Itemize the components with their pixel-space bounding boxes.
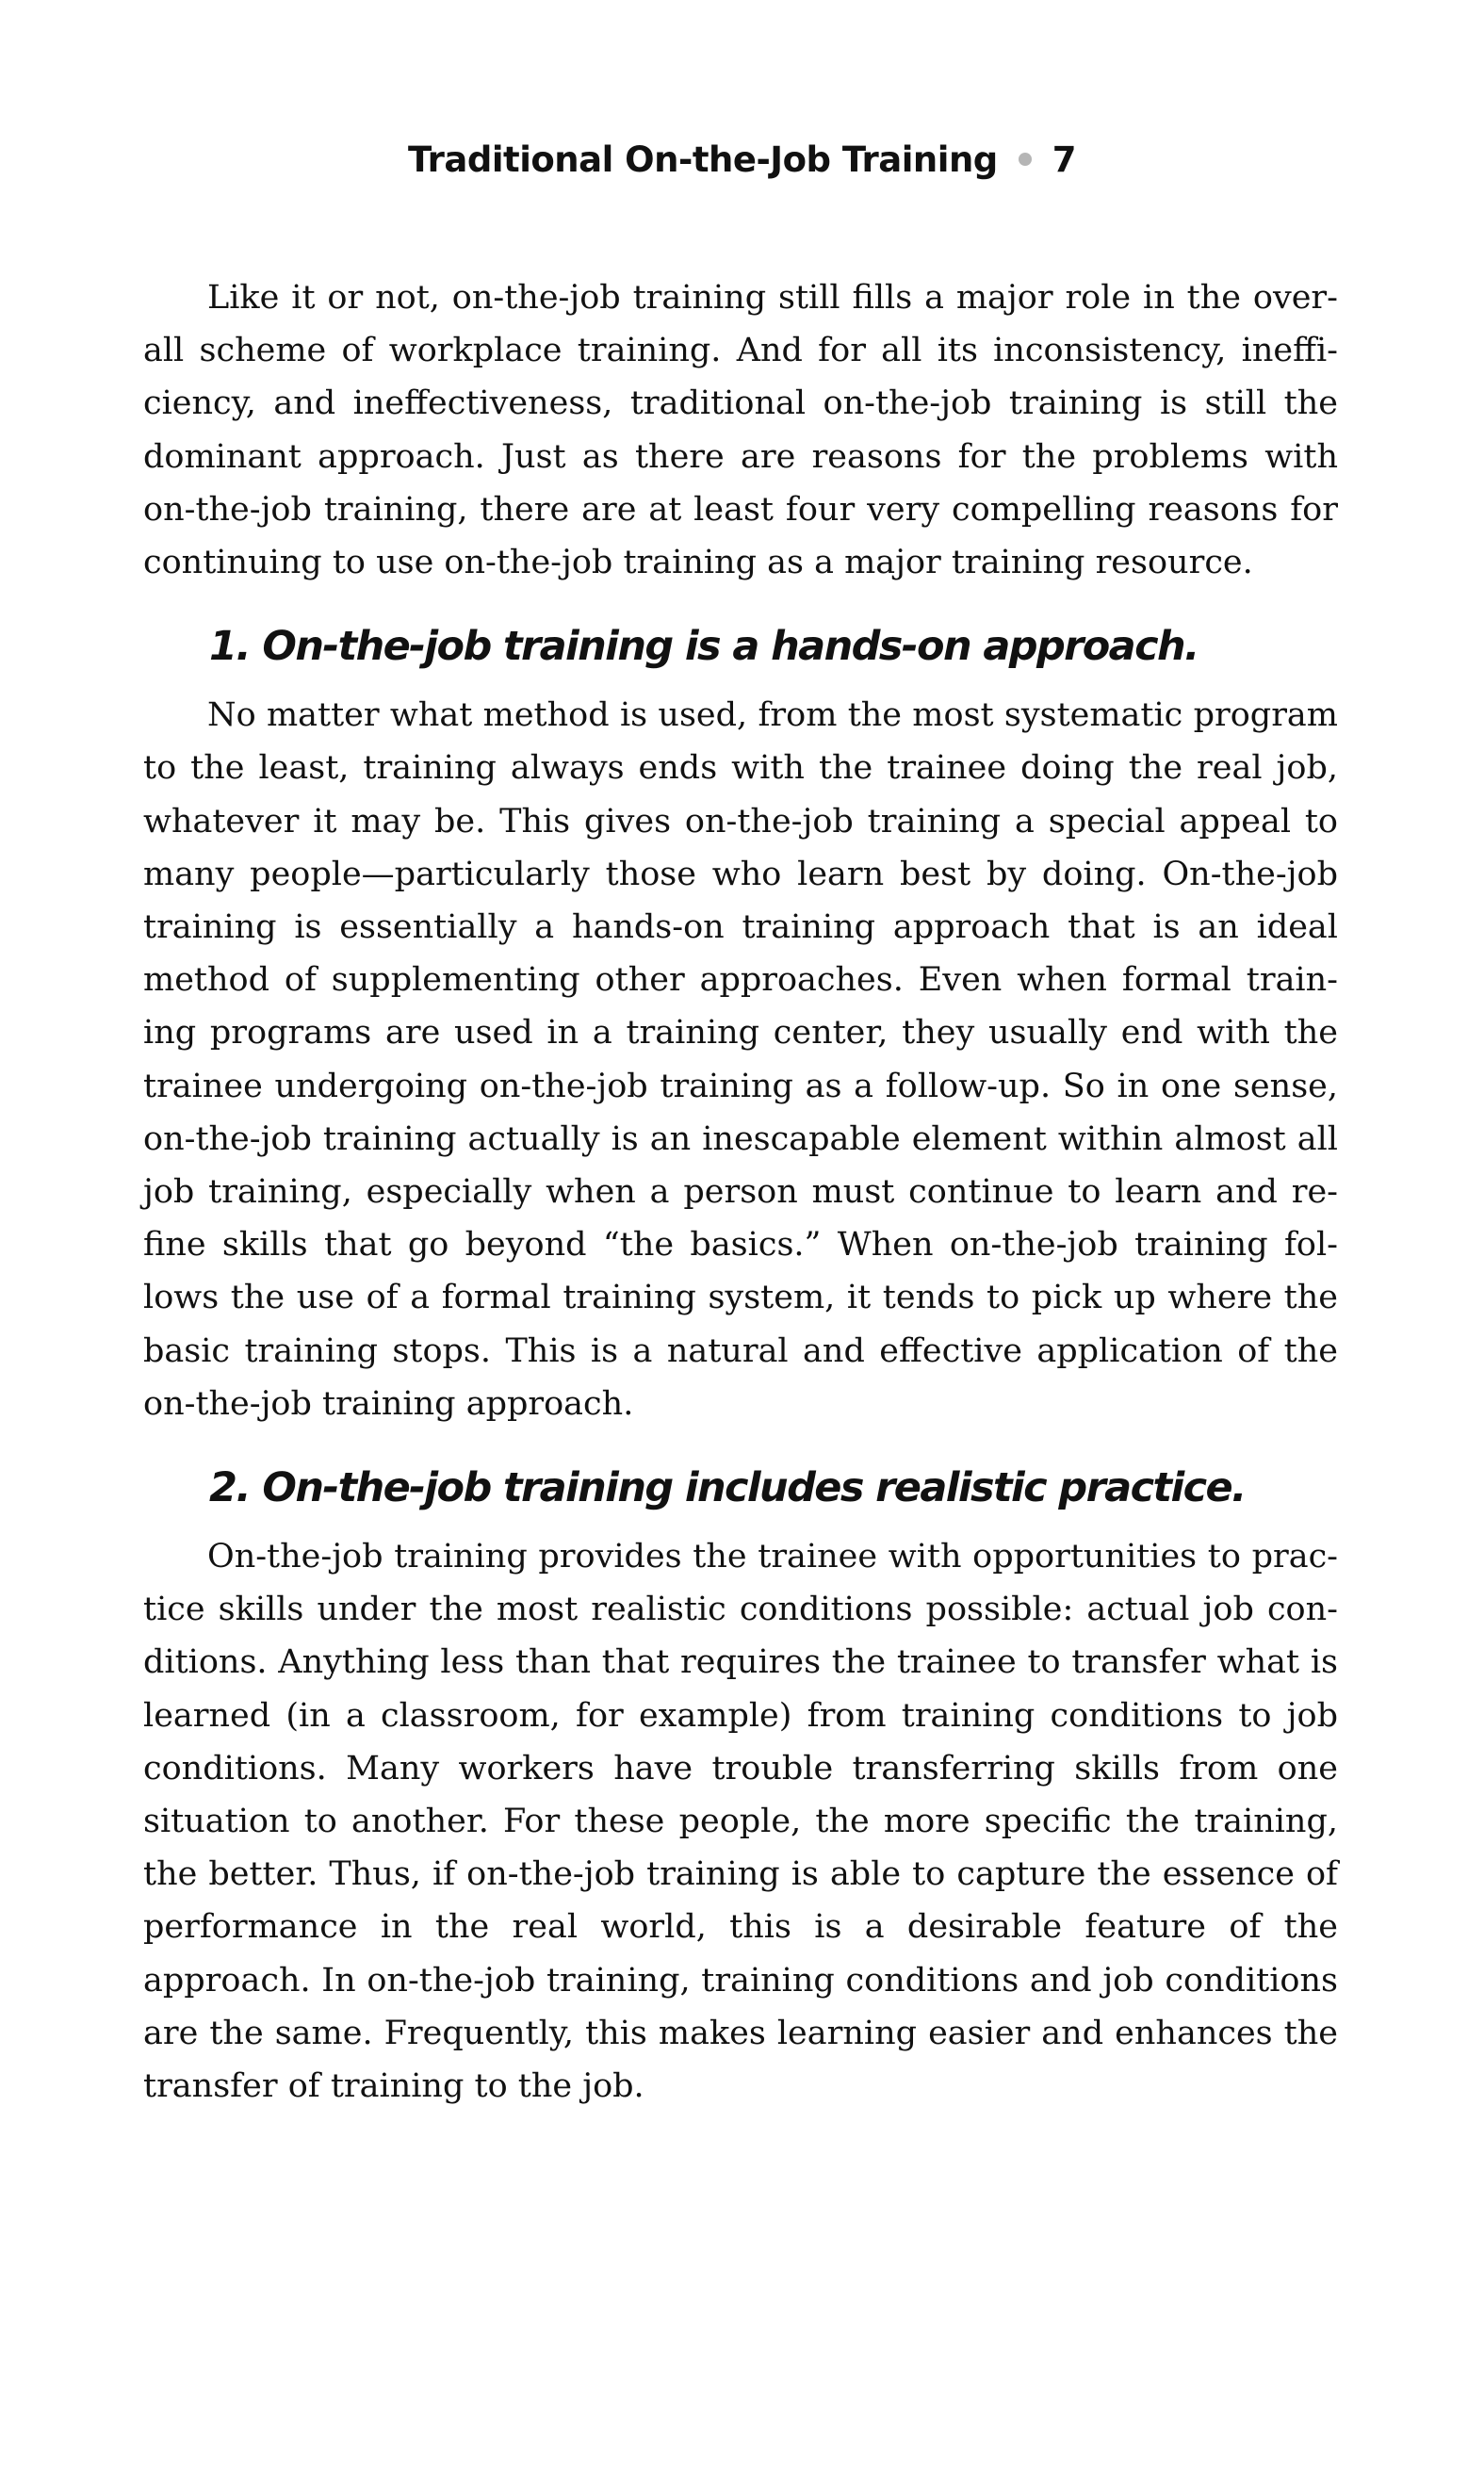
section-paragraph-1: No matter what method is used, from the most systematic program to the least, training always ends with the trainee doing the real job, whatever it may be. This gives on-the-job training a special appeal to many people—particularly those who learn best by doing. On-the-job training is essentially a hands-on training approach that is an ideal method of supplementing other approaches. Even when formal training programs are used in a training center, they usually end with the trainee undergoing on-the-job training as a follow-up. So in one sense, on-the-job training actually is an inescapable element within almost all job training, especially when a person must continue to learn and refine skills that go beyond “the basics.” When on-the-job training follows the use of a formal training system, it tends to pick up where the basic training stops. This is a natural and effective application of the on-the-job training approach.: [143, 696, 1338, 1423]
section-paragraph-2: On-the-job training provides the trainee with opportunities to practice skills under the most realistic conditions possible: actual job conditions. Anything less than that requires the trainee to transfer what is learned (in a classroom, for example) from training conditions to job conditions. Many workers have trouble transferring skills from one situation to another. For these people, the more specific the training, the better. Thus, if on-the-job training is able to capture the essence of performance in the real world, this is a desirable feature of the approach. In on-the-job training, training conditions and job conditions are the same. Frequently, this makes learning easier and enhances the transfer of training to the job.: [143, 1538, 1338, 2106]
intro-paragraph: Like it or not, on-the-job training still fills a major role in the overall scheme of workplace training. And for all its inconsistency, inefficiency, and ineffectiveness, traditional on-the-job training is still the dominant approach. Just as there are reasons for the problems with on-the-job training, there are at least four very compelling reasons for continuing to use on-the-job training as a major training resource.: [143, 279, 1338, 582]
running-head: [0, 138, 1484, 183]
page-number: 7: [1052, 139, 1077, 180]
bullet-separator-icon: [1019, 153, 1032, 166]
section-heading-2: 2. On-the-job training includes realistic practice.: [209, 1464, 1246, 1512]
section-heading-1: 1. On-the-job training is a hands-on approach.: [209, 623, 1199, 671]
chapter-title: Traditional On-the-Job Training: [407, 139, 998, 180]
body-text: [143, 271, 1338, 2113]
